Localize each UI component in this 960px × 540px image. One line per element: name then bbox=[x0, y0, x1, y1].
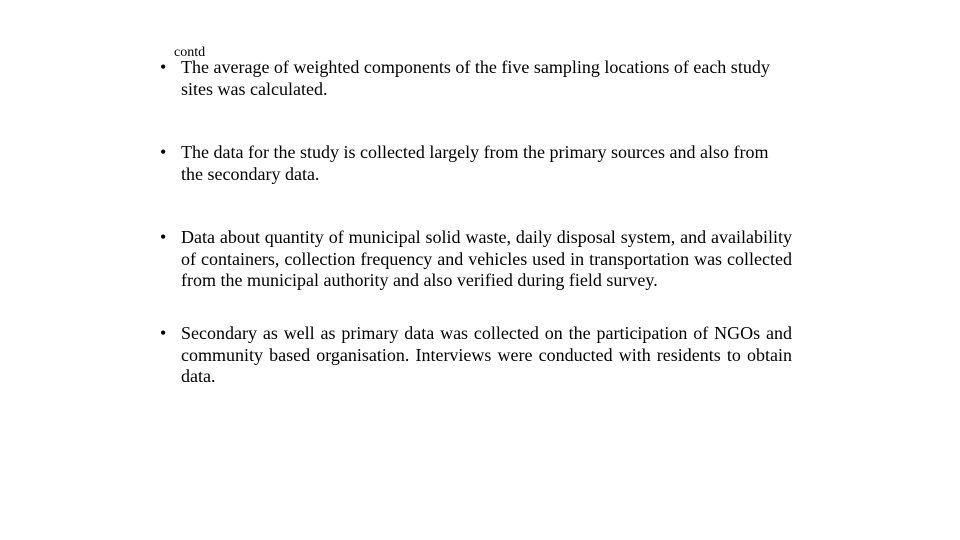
bullet-text: Secondary as well as primary data was collected on the participation of NGOs and community based organisation. Interviews were conducted with residents to obtain data. bbox=[181, 323, 792, 386]
bullet-item bbox=[160, 57, 792, 100]
bullet-marker: • bbox=[160, 142, 167, 162]
bullet-item bbox=[160, 227, 792, 292]
bullet-marker: • bbox=[160, 227, 167, 247]
bullet-text: The data for the study is collected largely from the primary sources and also from the secondary data. bbox=[181, 142, 769, 184]
slide-label: contd bbox=[174, 45, 206, 60]
bullet-marker: • bbox=[160, 323, 167, 343]
bullet-text: The average of weighted components of the five sampling locations of each study sites was calculated. bbox=[181, 57, 770, 99]
bullet-item bbox=[160, 323, 792, 388]
bullet-item bbox=[160, 142, 792, 185]
bullet-text: Data about quantity of municipal solid waste, daily disposal system, and availability of containers, collection frequency and vehicles used in transportation was collected from the municipal authority and also verified during field survey. bbox=[181, 227, 792, 290]
bullet-marker: • bbox=[160, 57, 167, 77]
